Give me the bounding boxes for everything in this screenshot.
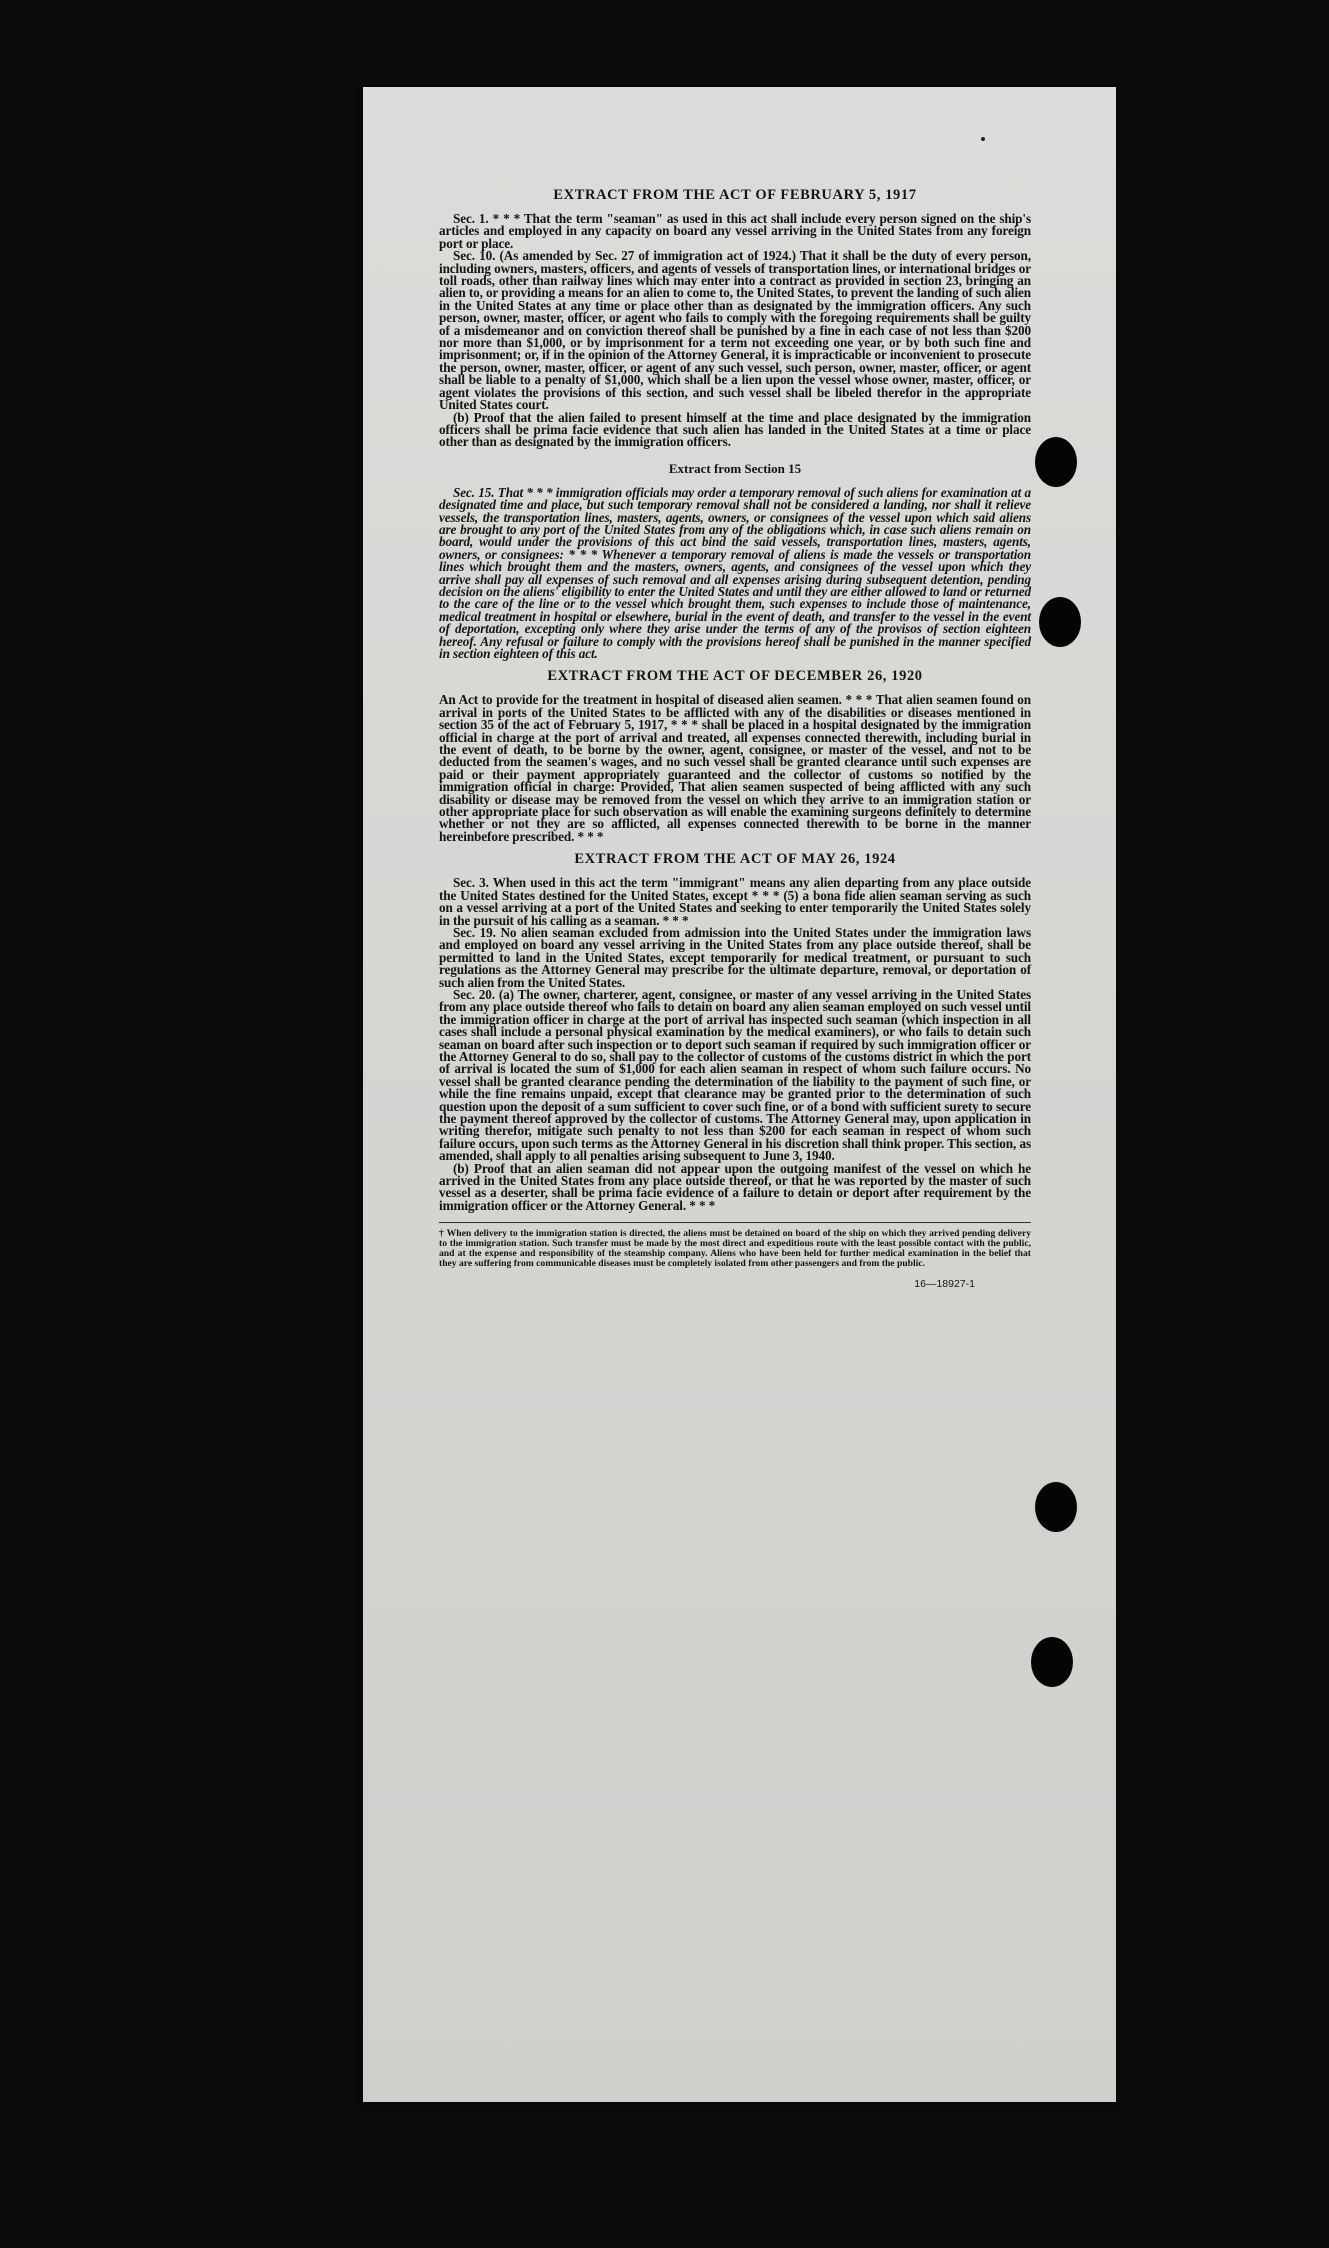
paragraph-sec-3: Sec. 3. When used in this act the term "immigrant" means any alien departing from any place outside the United States destined for the United States, except * * * (5) a bona fide alien seaman serving as such on a vessel arriving at a port of the United States and seeking to enter temporarily the United States solely in the pursuit of his calling as a seaman. * * * xyxy=(439,875,1031,928)
section-15 xyxy=(439,461,1031,661)
punch-hole xyxy=(1039,597,1081,647)
paragraph-sec-10-b: (b) Proof that the alien failed to present himself at the time and place designated by the immigration officers shall be prima facie evidence that such alien has landed in the United States at a time or place other than as designated by the immigration officers. xyxy=(439,409,1031,450)
punch-hole xyxy=(1035,1482,1077,1532)
paragraph-sec-20-a: Sec. 20. (a) The owner, charterer, agent, consignee, or master of any vessel arriving in the United States from any place outside thereof who fails to detain on board any alien seaman employed on such vessel until the immigration officer in charge at the port of arrival has inspected such seaman (which inspection in all cases shall include a personal physical examination by the medical examiners), or who fails to detain such seaman on board after such inspection or to deport such seaman if required by such immigration officer or the Attorney General to do so, shall pay to the collector of customs of the customs district in which the port of arrival is located the sum of $1,000 for each alien seaman in respect of whom such failure occurs. No vessel shall be granted clearance pending the determination of the liability to the payment of such fine, or while the fine remains unpaid, except that clearance may be granted prior to the determination of such question upon the deposit of a sum sufficient to cover such fine, or of a bond with sufficient surety to secure the payment thereof approved by the collector of customs. The Attorney General may, upon application in writing therefor, mitigate such penalty to not less than $200 for each seaman in respect of whom such failure occurs, upon such terms as the Attorney General in his discretion shall think proper. This section, as amended, shall apply to all penalties arising subsequent to June 3, 1940. xyxy=(439,986,1031,1164)
footnote-divider xyxy=(439,1222,1031,1223)
paragraph-sec-10: Sec. 10. (As amended by Sec. 27 of immigration act of 1924.) That it shall be the duty of every person, including owners, masters, officers, and agents of vessels of transportation lines, or international bridges or toll roads, other than railway lines which may enter into a contract as provided in section 23, bringing an alien to, or providing a means for an alien to come to, the United States, to prevent the landing of such alien in the United States at any time or place other than as designated by the immigration officers. Any such person, owner, master, officer, or agent who fails to comply with the foregoing requirements shall be guilty of a misdemeanor and on conviction thereof shall be punished by a fine in each case of not less than $200 nor more than $1,000, or by imprisonment for a term not exceeding one year, or by both such fine and imprisonment; or, if in the opinion of the Attorney General, it is impracticable or inconvenient to prosecute the person, owner, master, officer, or agent of any such vessel, such person, owner, master, officer, or agent shall be liable to a penalty of $1,000, which shall be a lien upon the vessel whose owner, master, officer, or agent violates the provisions of this section, and such vessel shall be libeled therefor in the appropriate United States court. xyxy=(439,248,1031,413)
paragraph-sec-20-b: (b) Proof that an alien seaman did not appear upon the outgoing manifest of the vessel on which he arrived in the United States from any place outside thereof, or that he was reported by the master of such vessel as a deserter, shall be prima facie evidence of a failure to detain or deport after requirement by the immigration officer or the Attorney General. * * * xyxy=(439,1160,1031,1213)
paragraph-sec-1: Sec. 1. * * * That the term "seaman" as used in this act shall include every person signed on the ship's articles and employed in any capacity on board any vessel arriving in the United States from any foreign port or place. xyxy=(439,211,1031,251)
paragraph-sec-19: Sec. 19. No alien seaman excluded from admission into the United States under the immigration laws and employed on board any vessel arriving in the United States from any place outside thereof, shall be permitted to land in the United States, except temporarily for medical treatment, or pursuant to such regulations as the Attorney General may prescribe for the ultimate departure, removal, or deportation of such alien from the United States. xyxy=(439,924,1031,990)
paragraph-act-1920: An Act to provide for the treatment in hospital of diseased alien seamen. * * * That alien seamen found on arrival in ports of the United States to be afflicted with any of the disabilities or diseases mentioned in section 35 of the act of February 5, 1917, * * * shall be placed in a hospital designated by the immigration official in charge at the port of arrival and treated, all expenses connected therewith, including burial in the event of death, to be borne by the owner, agent, consignee, or master of the vessel, and not to be deducted from the seamen's wages, and no such vessel shall be granted clearance until such expenses are paid or their payment appropriately guaranteed and the collector of customs so notified by the immigration official in charge: Provided, That alien seamen suspected of being afflicted with any such disability or disease may be removed from the vessel on which they arrive to an immigration station or other appropriate place for such observation as will enable the examining surgeons definitely to determine whether or not they are so afflicted, all expenses connected therewith to be borne in the manner hereinbefore prescribed. * * * xyxy=(439,692,1031,844)
punch-hole xyxy=(1031,1637,1073,1687)
section-heading: EXTRACT FROM THE ACT OF DECEMBER 26, 1920 xyxy=(547,668,923,685)
section-act-1917 xyxy=(439,187,1031,449)
form-number: 16—18927-1 xyxy=(914,1278,975,1291)
speck xyxy=(981,137,985,141)
document-page xyxy=(363,87,1116,2102)
punch-hole xyxy=(1035,437,1077,487)
bleed-through-text xyxy=(833,145,1084,184)
paragraph-sec-15: Sec. 15. That * * * immigration officials may order a temporary removal of such aliens for examination at a designated time and place, but such temporary removal shall not be considered a landing, nor shall it relieve vessels, the transportation lines, masters, agents, owners, or consignees of the vessel upon which said aliens are brought to any port of the United States from any of the obligations which, in case such aliens remain on board, would under the provisions of this act bind the said vessels, transportation lines, masters, agents, owners, or consignees: * * * Whenever a temporary removal of aliens is made the vessels or transportation lines which brought them and the masters, owners, agents, and consignees of the vessel upon which they arrive shall pay all expenses of such removal and all expenses arising during subsequent detention, pending decision on the aliens' eligibility to enter the United States and until they are either allowed to land or returned to the care of the line or to the vessel which brought them, such expenses to include those of maintenance, medical treatment in hospital or elsewhere, burial in the event of death, and transfer to the vessel in the event of deportation, excepting only where they arise under the terms of any of the provisos of section eighteen hereof. Any refusal or failure to comply with the provisions hereof shall be punished in the manner specified in section eighteen of this act. xyxy=(439,484,1031,661)
document-body xyxy=(439,187,1031,1290)
section-heading: EXTRACT FROM THE ACT OF FEBRUARY 5, 1917 xyxy=(553,187,917,203)
section-subheading: Extract from Section 15 xyxy=(668,460,802,476)
section-act-1920 xyxy=(439,668,1031,843)
footnote: † When delivery to the immigration station is directed, the aliens must be detained on board of the ship on which they arrived pending delivery to the immigration station. Such transfer must be made by the most direct and expeditious route with the least possible contact with the public, and at the expense and responsibility of the steamship company. Aliens who have been held for further medical examination in the belief that they are suffering from communicable diseases must be completely isolated from other passengers and from the public. xyxy=(439,1228,1031,1269)
section-heading: EXTRACT FROM THE ACT OF MAY 26, 1924 xyxy=(574,851,896,868)
section-act-1924 xyxy=(439,851,1031,1212)
